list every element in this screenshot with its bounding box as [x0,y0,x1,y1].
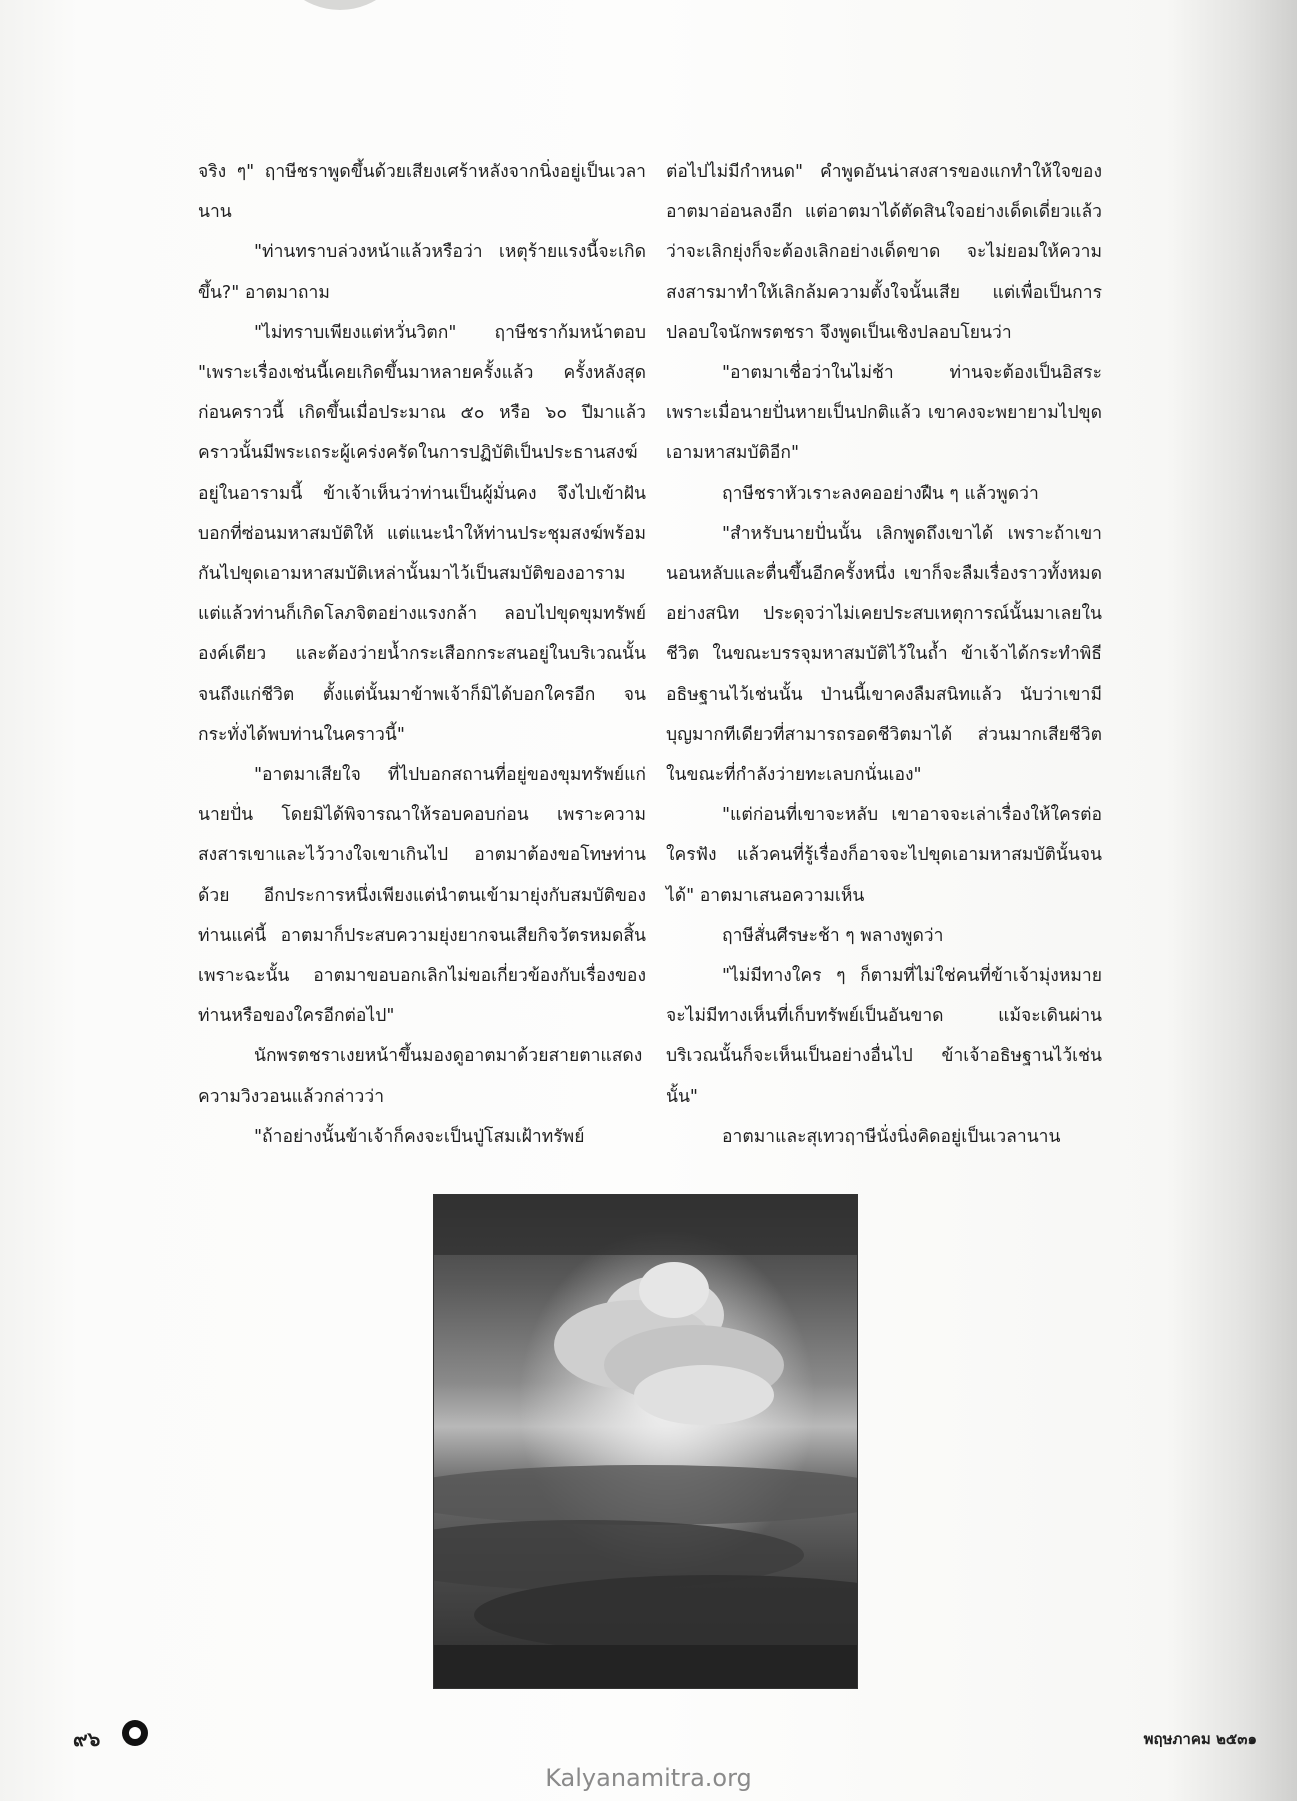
paragraph: ต่อไปไม่มีกำหนด" คำพูดอันน่าสงสารของแกทำให้ใจของอาตมาอ่อนลงอีก แต่อาตมาได้ตัดสินใจอย่างเด็ดเดี่ยวแล้วว่าจะเลิกยุ่งก็จะต้องเลิกอย่างเด็ดขาด จะไม่ยอมให้ความสงสารมาทำให้เลิกล้มความตั้งใจนั้นเสีย แต่เพื่อเป็นการปลอบใจนักพรตชรา จึงพูดเป็นเชิงปลอบโยนว่า [666,162,1102,343]
paragraph: ฤาษีชราหัวเราะลงคออย่างฝืน ๆ แล้วพูดว่า [722,483,1039,504]
paragraph: "อาตมาเชื่อว่าในไม่ช้า ท่านจะต้องเป็นอิสระ เพราะเมื่อนายปั่นหายเป็นปกติแล้ว เขาคงจะพยายามไปขุดเอามหาสมบัติอีก" [666,363,1102,464]
paragraph: "อาตมาเสียใจ ที่ไปบอกสถานที่อยู่ของขุมทรัพย์แก่นายปั่น โดยมิได้พิจารณาให้รอบคอบก่อน เพราะความสงสารเขาและไว้วางใจเขาเกินไป อาตมาต้องขอโทษท่านด้วย อีกประการหนึ่งเพียงแต่นำตนเข้ามายุ่งกับสมบัติของท่านแค่นี้ อาตมาก็ประสบความยุ่งยากจนเสียกิจวัตรหมดสิ้น เพราะฉะนั้น อาตมาขอบอกเลิกไม่ขอเกี่ยวข้องกับเรื่องของท่านหรือของใครอีกต่อไป" [198,765,646,1027]
paragraph: "สำหรับนายปั่นนั้น เลิกพูดถึงเขาได้ เพราะถ้าเขานอนหลับและตื่นขึ้นอีกครั้งหนึ่ง เขาก็จะลืมเรื่องราวทั้งหมดอย่างสนิท ประดุจว่าไม่เคยประสบเหตุการณ์นั้นมาเลยในชีวิต ในขณะบรรจุมหาสมบัติไว้ในถ้ำ ข้าเจ้าได้กระทำพิธีอธิษฐานไว้เช่นนั้น ป่านนี้เขาคงลืมสนิทแล้ว นับว่าเขามีบุญมากทีเดียวที่สามารถรอดชีวิตมาได้ ส่วนมากเสียชีวิตในขณะที่กำลังว่ายทะเลบกนั่นเอง" [666,523,1102,786]
paragraph: นักพรตชราเงยหน้าขึ้นมองดูอาตมาด้วยสายตาแสดงความวิงวอนแล้วกล่าวว่า [198,1046,643,1107]
article-column-left [198,152,646,1157]
paragraph: ฤาษีสั่นศีรษะช้า ๆ พลางพูดว่า [722,925,944,946]
paragraph: "ท่านทราบล่วงหน้าแล้วหรือว่า เหตุร้ายแรงนี้จะเกิดขึ้น?" อาตมาถาม [198,242,646,303]
paragraph: "ไม่มีทางใคร ๆ ก็ตามที่ไม่ใช่คนที่ข้าเจ้ามุ่งหมายจะไม่มีทางเห็นที่เก็บทรัพย์เป็นอันขาด แม้จะเดินผ่านบริเวณนั้นก็จะเห็นเป็นอย่างอื่นไป ข้าเจ้าอธิษฐานไว้เช่นนั้น" [666,966,1102,1107]
cloud-photo [433,1194,858,1689]
paragraph: "แต่ก่อนที่เขาจะหลับ เขาอาจจะเล่าเรื่องให้ใครต่อใครฟัง แล้วคนที่รู้เรื่องก็อาจจะไปขุดเอามหาสมบัตินั้นจนได้" อาตมาเสนอความเห็น [666,805,1102,906]
paragraph: "ถ้าอย่างนั้นข้าเจ้าก็คงจะเป็นปู่โสมเฝ้าทรัพย์ [254,1126,585,1147]
paragraph: "ไม่ทราบเพียงแต่หวั่นวิตก" ฤาษีชราก้มหน้าตอบ "เพราะเรื่องเช่นนี้เคยเกิดขึ้นมาหลายครั้งแล้ว ครั้งหลังสุดก่อนคราวนี้ เกิดขึ้นเมื่อประมาณ ๕๐ หรือ ๖๐ ปีมาแล้ว คราวนั้นมีพระเถระผู้เคร่งครัดในการปฏิบัติเป็นประธานสงฆ์อยู่ในอารามนี้ ข้าเจ้าเห็นว่าท่านเป็นผู้มั่นคง จึงไปเข้าฝันบอกที่ซ่อนมหาสมบัติให้ แต่แนะนำให้ท่านประชุมสงฆ์พร้อมกันไปขุดเอามหาสมบัติเหล่านั้นมาไว้เป็นสมบัติของอาราม แต่แล้วท่านก็เกิดโลภจิตอย่างแรงกล้า ลอบไปขุดขุมทรัพย์องค์เดียว และต้องว่ายน้ำกระเสือกกระสนอยู่ในบริเวณนั้นจนถึงแก่ชีวิต ตั้งแต่นั้นมาข้าพเจ้าก็มิได้บอกใครอีก จนกระทั่งได้พบท่านในคราวนี้" [198,322,646,745]
paragraph: อาตมาและสุเทวฤาษีนั่งนิ่งคิดอยู่เป็นเวลานาน [722,1126,1061,1147]
article-column-right [666,152,1102,1157]
circle-bullet-icon [122,1720,148,1746]
page-number: ๙๖ [73,1727,101,1751]
watermark: Kalyanamitra.org [545,1764,752,1792]
issue-date: พฤษภาคม ๒๕๓๑ [1143,1730,1257,1748]
paragraph: จริง ๆ" ฤาษีชราพูดขึ้นด้วยเสียงเศร้าหลังจากนิ่งอยู่เป็นเวลานาน [198,162,646,223]
